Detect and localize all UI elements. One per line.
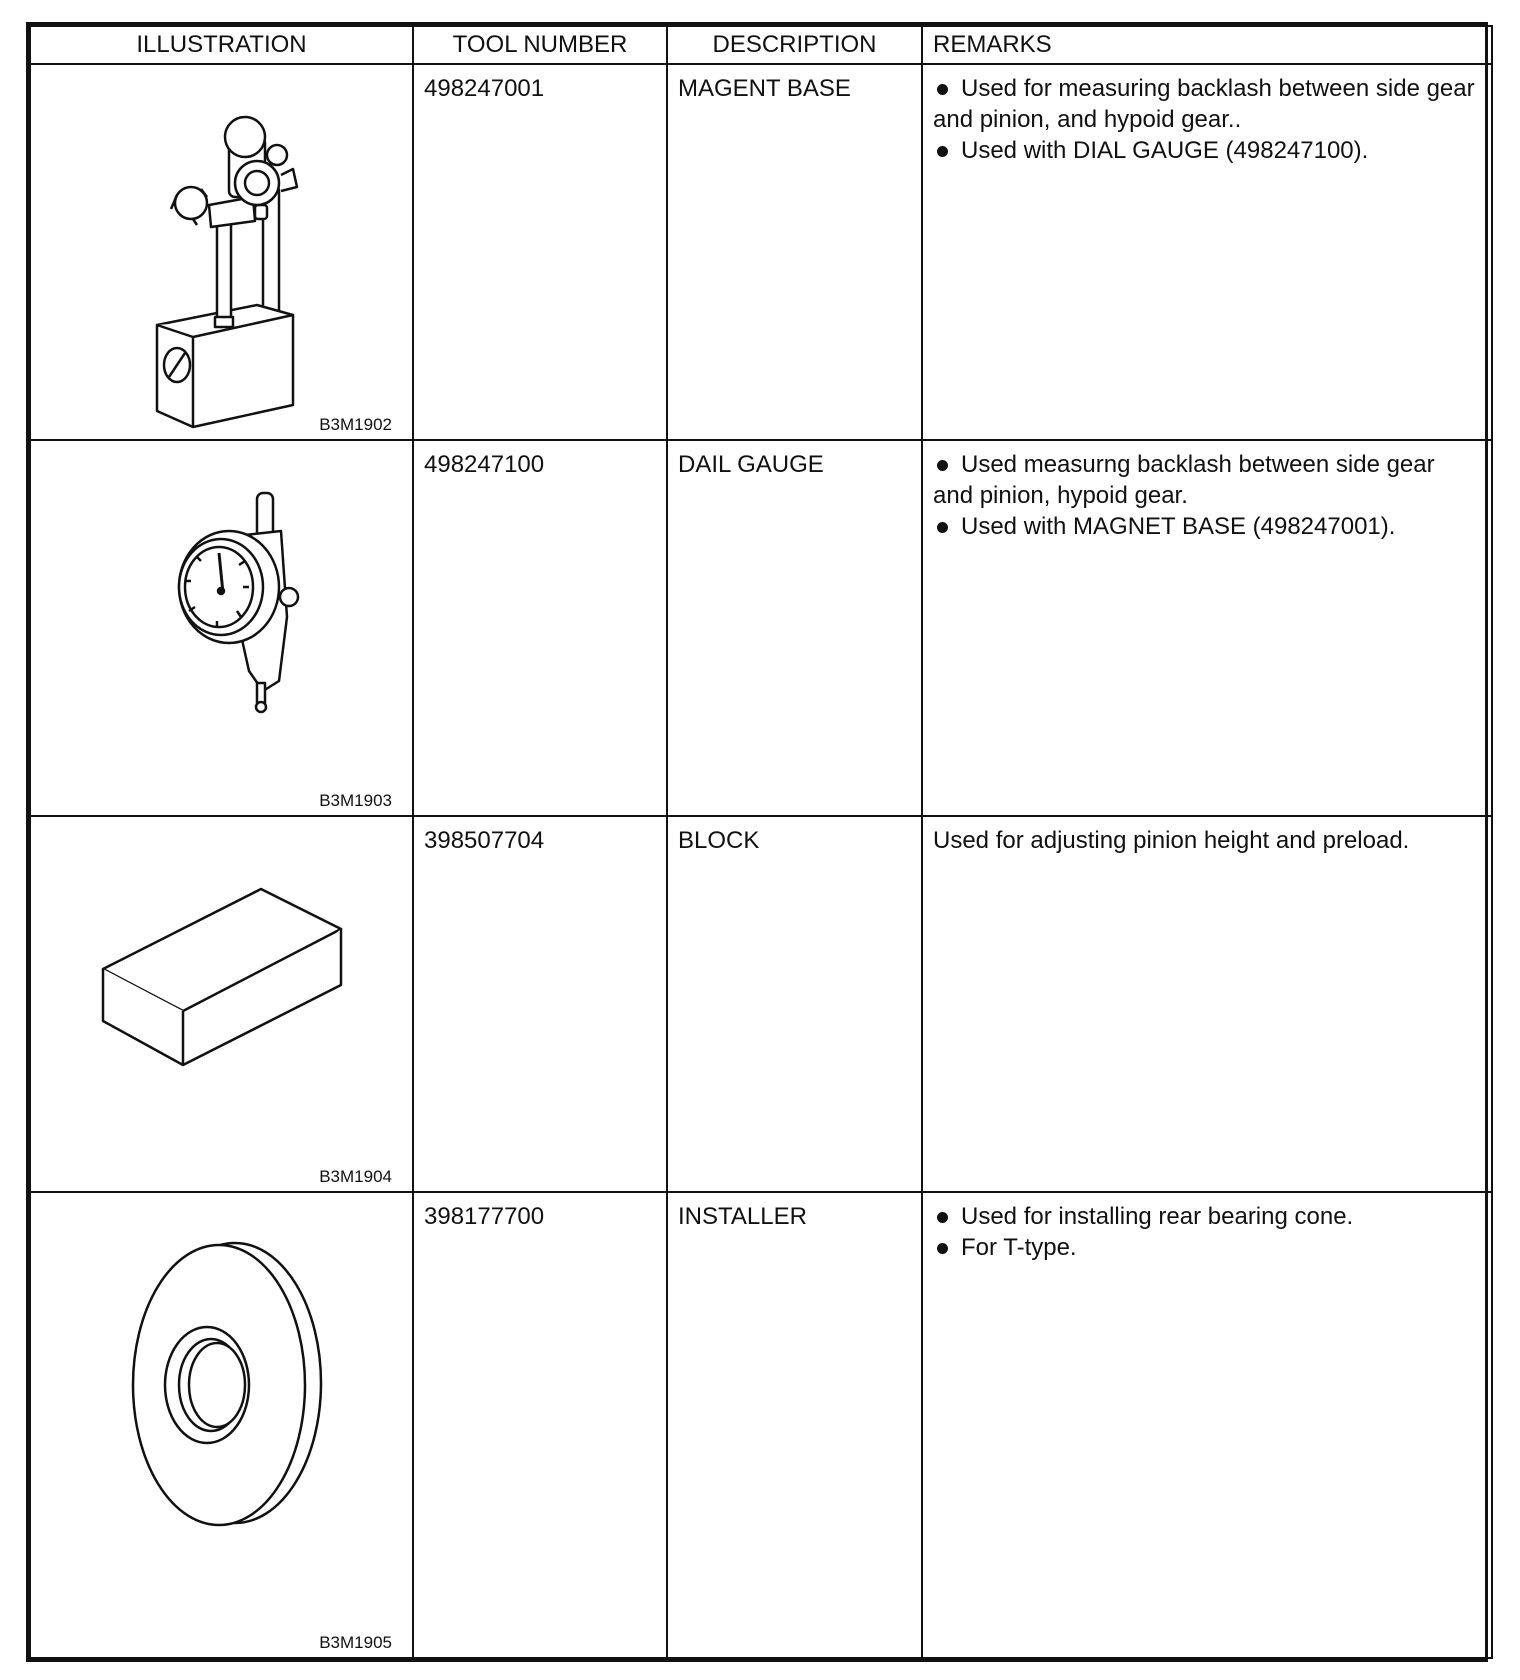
remarks [922,1192,1492,1658]
description: DAIL GAUGE [667,440,922,816]
tool-number: 498247001 [413,64,667,440]
figure-ref: B3M1903 [319,791,392,810]
remark-item: Used measurng backlash between side gear and pinion, hypoid gear. [933,449,1481,511]
table-row [30,64,1492,440]
remark-item: Used for installing rear bearing cone. [933,1201,1481,1232]
remark-item: For T-type. [933,1232,1481,1263]
header-illustration: ILLUSTRATION [30,26,413,64]
table-row [30,1192,1492,1658]
remark-item: Used for measuring backlash between side gear and pinion, and hypoid gear.. [933,73,1481,135]
remark-item: Used with DIAL GAUGE (498247100). [933,135,1481,166]
tool-number: 498247100 [413,440,667,816]
remarks [922,440,1492,816]
illustration-cell [30,440,413,816]
description: BLOCK [667,816,922,1192]
dial-gauge-illustration [31,441,411,813]
description: INSTALLER [667,1192,922,1658]
figure-ref: B3M1904 [319,1167,392,1186]
tool-number: 398507704 [413,816,667,1192]
illustration-cell [30,64,413,440]
tool-number: 398177700 [413,1192,667,1658]
remarks [922,64,1492,440]
illustration-cell [30,1192,413,1658]
header-description: DESCRIPTION [667,26,922,64]
figure-ref: B3M1905 [319,1633,392,1652]
remarks: Used for adjusting pinion height and preload. [922,816,1492,1192]
description: MAGENT BASE [667,64,922,440]
block-illustration [31,817,411,1189]
figure-ref: B3M1902 [319,415,392,434]
illustration-cell [30,816,413,1192]
remark-item: Used with MAGNET BASE (498247001). [933,511,1481,542]
header-tool-number: TOOL NUMBER [413,26,667,64]
header-remarks: REMARKS [922,26,1492,64]
installer-illustration [31,1193,411,1593]
magnet-base-illustration [31,65,411,437]
table-row [30,440,1492,816]
special-tools-table [26,22,1488,1662]
table-row [30,816,1492,1192]
header-row [30,26,1492,64]
